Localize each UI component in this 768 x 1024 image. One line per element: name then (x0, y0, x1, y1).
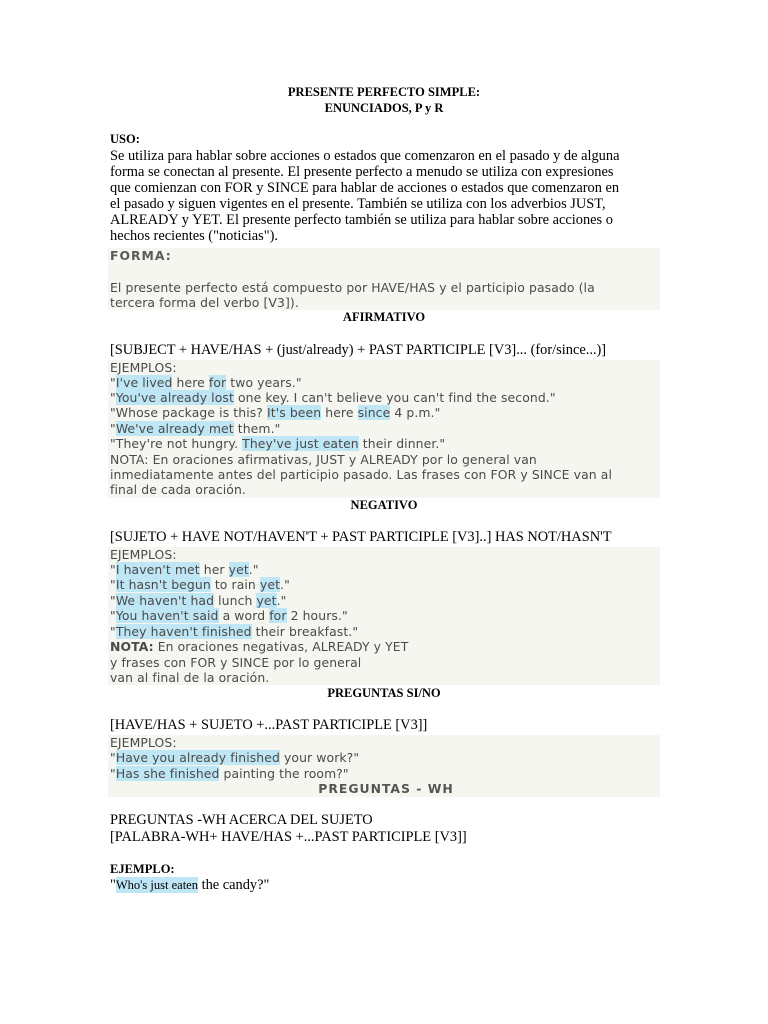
uso-label: USO: (110, 132, 140, 146)
uso-line: el pasado y siguen vigentes en el presente. También se utiliza con los adverbios JUST, (110, 195, 606, 212)
forma-label: FORMA: (110, 248, 172, 263)
example-line: "We haven't had lunch yet." (110, 593, 287, 608)
forma-line: tercera forma del verbo [V3]). (110, 295, 299, 310)
afirmativo-heading: AFIRMATIVO (342, 310, 426, 324)
highlight: It hasn't begun (115, 577, 211, 592)
nota-line: van al final de la oración. (110, 670, 270, 685)
example-line: "Has she finished painting the room?" (110, 766, 349, 781)
highlight: for (269, 608, 287, 623)
wh-subheading: PREGUNTAS - WH (318, 781, 454, 796)
document-title: PRESENTE PERFECTO SIMPLE: (287, 85, 481, 99)
preguntas-examples-box (108, 735, 660, 797)
highlight: Have you already finished (115, 750, 280, 765)
example-line: "They're not hungry. They've just eaten their dinner." (110, 436, 446, 451)
examples-label: EJEMPLOS: (110, 360, 177, 375)
highlight: We haven't had (115, 593, 215, 608)
example-line: "We've already met them." (110, 421, 281, 436)
example-line: "Whose package is this? It's been here since 4 p.m." (110, 405, 441, 420)
wh-heading: PREGUNTAS -WH ACERCA DEL SUJETO (110, 812, 373, 828)
example-line: "I haven't met her yet." (110, 562, 259, 577)
example-line: "Have you already finished your work?" (110, 750, 360, 765)
highlight: We've already met (115, 421, 234, 436)
wh-example: "Who's just eaten the candy?" (110, 877, 270, 893)
highlight: yet (259, 577, 281, 592)
example-line: "You've already lost one key. I can't believe you can't find the second." (110, 390, 556, 405)
highlight: Has she finished (115, 766, 220, 781)
uso-line: Se utiliza para hablar sobre acciones o estados que comenzaron en el pasado y de alguna (110, 148, 620, 164)
forma-box (108, 248, 660, 310)
uso-paragraph (110, 149, 662, 244)
highlight: They haven't finished (115, 624, 252, 639)
afirmativo-examples-box (108, 360, 660, 498)
uso-line: ALREADY y YET. El presente perfecto también se utiliza para hablar sobre acciones o (110, 211, 613, 228)
afirmativo-rule: [SUBJECT + HAVE/HAS + (just/already) + PAST PARTICIPLE [V3]... (for/since...)] (110, 342, 607, 358)
example-line: "You haven't said a word for 2 hours." (110, 608, 348, 623)
highlight: It's been (267, 405, 322, 420)
highlight: They've just eaten (242, 436, 359, 451)
nota-line: final de cada oración. (110, 482, 246, 497)
negativo-examples-box (108, 547, 660, 685)
example-line: "I've lived here for two years." (110, 375, 302, 390)
preguntas-heading: PREGUNTAS SI/NO (327, 686, 441, 700)
highlight: for (208, 375, 227, 390)
highlight: since (357, 405, 391, 420)
nota-line: NOTA: En oraciones afirmativas, JUST y ALREADY por lo general van (110, 452, 537, 467)
nota-line: y frases con FOR y SINCE por lo general (110, 655, 362, 670)
highlight: I've lived (115, 375, 173, 390)
highlight: yet (228, 562, 249, 577)
ejemplo-label: EJEMPLO: (110, 862, 175, 876)
preguntas-rule: [HAVE/HAS + SUJETO +...PAST PARTICIPLE [V3]] (110, 717, 428, 733)
document-subtitle: ENUNCIADOS, P y R (324, 101, 444, 115)
highlight: I haven't met (115, 562, 200, 577)
example-line: "It hasn't begun to rain yet." (110, 577, 290, 592)
nota-label: NOTA: (110, 639, 154, 654)
highlight: yet (256, 593, 277, 608)
wh-rule: [PALABRA-WH+ HAVE/HAS +...PAST PARTICIPLE [V3]] (110, 829, 467, 845)
nota-line: inmediatamente antes del participio pasado. Las frases con FOR y SINCE van al (110, 467, 612, 482)
uso-line: que comienzan con FOR y SINCE para hablar de acciones o estados que comenzaron en (110, 179, 620, 196)
highlight: You've already lost (115, 390, 234, 405)
examples-label: EJEMPLOS: (110, 547, 177, 562)
uso-line: hechos recientes ("noticias"). (110, 227, 278, 244)
uso-line: forma se conectan al presente. El presente perfecto a menudo se utiliza con expresiones (110, 163, 614, 180)
negativo-heading: NEGATIVO (350, 498, 418, 512)
example-line: "They haven't finished their breakfast." (110, 624, 359, 639)
examples-label: EJEMPLOS: (110, 735, 177, 750)
highlight: You haven't said (115, 608, 219, 623)
nota-line: NOTA: En oraciones negativas, ALREADY y YET (110, 639, 409, 654)
highlight: Who's just eaten (115, 878, 198, 892)
forma-line: El presente perfecto está compuesto por HAVE/HAS y el participio pasado (la (110, 280, 595, 295)
negativo-rule: [SUJETO + HAVE NOT/HAVEN'T + PAST PARTICIPLE [V3]..] HAS NOT/HASN'T (110, 529, 612, 545)
